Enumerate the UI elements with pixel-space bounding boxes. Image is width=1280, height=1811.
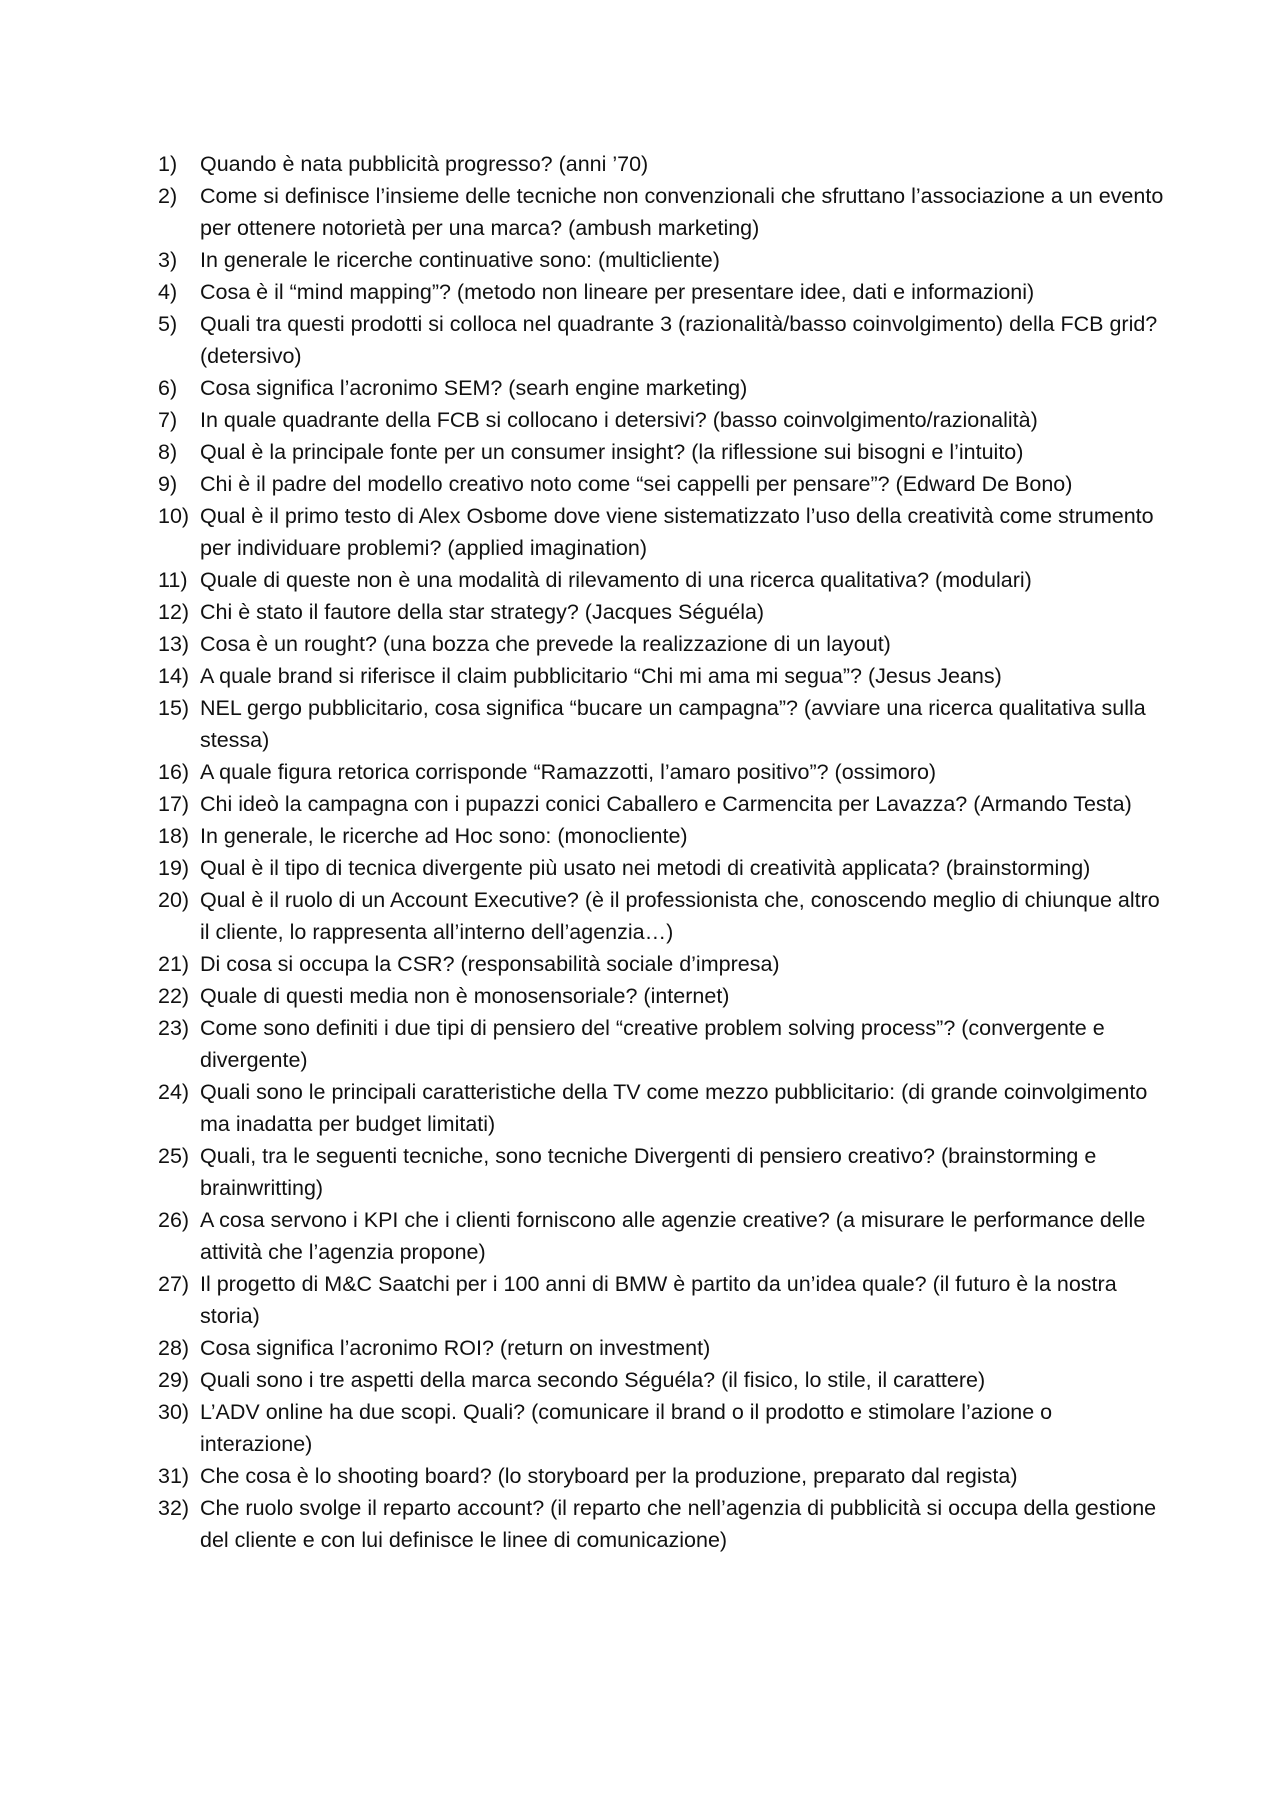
item-number: 29) [158, 1368, 190, 1392]
item-text: Come si definisce l’insieme delle tecniche non convenzionali che sfruttano l’associazione a un evento per ottenere notorietà per una marca? (ambush marketing) [200, 184, 1164, 240]
item-text: Quali tra questi prodotti si colloca nel quadrante 3 (razionalità/basso coinvolgimento) della FCB grid? (detersivo) [200, 312, 1158, 368]
item-text: Che ruolo svolge il reparto account? (il reparto che nell’agenzia di pubblicità si occupa della gestione del cliente e con lui definisce le linee di comunicazione) [200, 1496, 1157, 1552]
list-item [158, 788, 1168, 820]
list-item [158, 692, 1168, 756]
item-number: 18) [158, 824, 190, 848]
item-number: 32) [158, 1496, 190, 1520]
list-item [158, 852, 1168, 884]
list-item [158, 660, 1168, 692]
item-text: A quale brand si riferisce il claim pubblicitario “Chi mi ama mi segua”? (Jesus Jeans) [200, 664, 1002, 688]
list-item [158, 436, 1168, 468]
list-item [158, 372, 1168, 404]
item-text: A cosa servono i KPI che i clienti forniscono alle agenzie creative? (a misurare le performance delle attività che l’agenzia propone) [200, 1208, 1146, 1264]
item-text: Chi ideò la campagna con i pupazzi conici Caballero e Carmencita per Lavazza? (Armando Testa) [200, 792, 1132, 816]
item-text: Cosa è un rought? (una bozza che prevede la realizzazione di un layout) [200, 632, 891, 656]
item-number: 21) [158, 952, 190, 976]
item-number: 3) [158, 248, 178, 272]
list-item [158, 468, 1168, 500]
item-number: 10) [158, 504, 190, 528]
item-text: NEL gergo pubblicitario, cosa significa “bucare un campagna”? (avviare una ricerca qualitativa sulla stessa) [200, 696, 1146, 752]
item-text: Chi è il padre del modello creativo noto come “sei cappelli per pensare”? (Edward De Bono) [200, 472, 1073, 496]
list-item [158, 756, 1168, 788]
item-text: Cosa è il “mind mapping”? (metodo non lineare per presentare idee, dati e informazioni) [200, 280, 1035, 304]
list-item [158, 1492, 1168, 1556]
list-item [158, 1396, 1168, 1460]
list-item [158, 1076, 1168, 1140]
item-number: 1) [158, 152, 178, 176]
item-number: 9) [158, 472, 178, 496]
item-number: 15) [158, 696, 190, 720]
question-list [158, 148, 1168, 1556]
list-item [158, 276, 1168, 308]
item-text: Qual è il primo testo di Alex Osbome dove viene sistematizzato l’uso della creatività come strumento per individuare problemi? (applied imagination) [200, 504, 1154, 560]
item-number: 30) [158, 1400, 190, 1424]
list-item [158, 1364, 1168, 1396]
item-text: Quando è nata pubblicità progresso? (anni ’70) [200, 152, 649, 176]
item-text: A quale figura retorica corrisponde “Ramazzotti, l’amaro positivo”? (ossimoro) [200, 760, 937, 784]
item-number: 16) [158, 760, 190, 784]
list-item [158, 148, 1168, 180]
item-number: 2) [158, 184, 178, 208]
list-item [158, 1460, 1168, 1492]
list-item [158, 628, 1168, 660]
item-number: 11) [158, 568, 188, 592]
item-number: 14) [158, 664, 190, 688]
item-number: 24) [158, 1080, 190, 1104]
item-number: 22) [158, 984, 190, 1008]
item-number: 25) [158, 1144, 190, 1168]
list-item [158, 1204, 1168, 1268]
item-number: 4) [158, 280, 178, 304]
item-text: Quale di questi media non è monosensoriale? (internet) [200, 984, 730, 1008]
list-item [158, 1332, 1168, 1364]
item-number: 19) [158, 856, 190, 880]
list-item [158, 1268, 1168, 1332]
list-item [158, 1012, 1168, 1076]
item-text: Di cosa si occupa la CSR? (responsabilità sociale d’impresa) [200, 952, 780, 976]
item-number: 23) [158, 1016, 190, 1040]
list-item [158, 820, 1168, 852]
list-item [158, 500, 1168, 564]
item-text: Come sono definiti i due tipi di pensiero del “creative problem solving process”? (convergente e divergente) [200, 1016, 1105, 1072]
item-number: 27) [158, 1272, 190, 1296]
list-item [158, 1140, 1168, 1204]
list-item [158, 948, 1168, 980]
item-text: In quale quadrante della FCB si collocano i detersivi? (basso coinvolgimento/razionalità) [200, 408, 1038, 432]
list-item [158, 596, 1168, 628]
item-text: Qual è il tipo di tecnica divergente più usato nei metodi di creatività applicata? (brainstorming) [200, 856, 1091, 880]
list-item [158, 244, 1168, 276]
item-text: In generale, le ricerche ad Hoc sono: (monocliente) [200, 824, 688, 848]
item-text: Cosa significa l’acronimo ROI? (return on investment) [200, 1336, 711, 1360]
item-number: 20) [158, 888, 190, 912]
list-item [158, 308, 1168, 372]
list-item [158, 564, 1168, 596]
item-number: 7) [158, 408, 178, 432]
item-number: 6) [158, 376, 178, 400]
item-text: Chi è stato il fautore della star strategy? (Jacques Séguéla) [200, 600, 765, 624]
list-item [158, 180, 1168, 244]
item-number: 5) [158, 312, 178, 336]
item-text: Quali, tra le seguenti tecniche, sono tecniche Divergenti di pensiero creativo? (brainstorming e brainwritting) [200, 1144, 1097, 1200]
item-number: 8) [158, 440, 178, 464]
item-text: Quali sono i tre aspetti della marca secondo Séguéla? (il fisico, lo stile, il carattere) [200, 1368, 986, 1392]
list-item [158, 884, 1168, 948]
item-number: 31) [158, 1464, 190, 1488]
item-number: 26) [158, 1208, 190, 1232]
list-item [158, 980, 1168, 1012]
item-number: 12) [158, 600, 190, 624]
item-text: In generale le ricerche continuative sono: (multicliente) [200, 248, 720, 272]
item-number: 13) [158, 632, 190, 656]
item-number: 17) [158, 792, 190, 816]
item-text: Qual è il ruolo di un Account Executive? (è il professionista che, conoscendo meglio di chiunque altro il cliente, lo rappresenta all’interno dell’agenzia…) [200, 888, 1160, 944]
item-text: Quale di queste non è una modalità di rilevamento di una ricerca qualitativa? (modulari) [200, 568, 1032, 592]
item-text: Quali sono le principali caratteristiche della TV come mezzo pubblicitario: (di grande coinvolgimento ma inadatta per budget limitati) [200, 1080, 1148, 1136]
item-text: Il progetto di M&C Saatchi per i 100 anni di BMW è partito da un’idea quale? (il futuro è la nostra storia) [200, 1272, 1117, 1328]
item-number: 28) [158, 1336, 190, 1360]
list-item [158, 404, 1168, 436]
item-text: Che cosa è lo shooting board? (lo storyboard per la produzione, preparato dal regista) [200, 1464, 1018, 1488]
item-text: Qual è la principale fonte per un consumer insight? (la riflessione sui bisogni e l’intuito) [200, 440, 1024, 464]
item-text: Cosa significa l’acronimo SEM? (searh engine marketing) [200, 376, 748, 400]
item-text: L’ADV online ha due scopi. Quali? (comunicare il brand o il prodotto e stimolare l’azione o interazione) [200, 1400, 1053, 1456]
